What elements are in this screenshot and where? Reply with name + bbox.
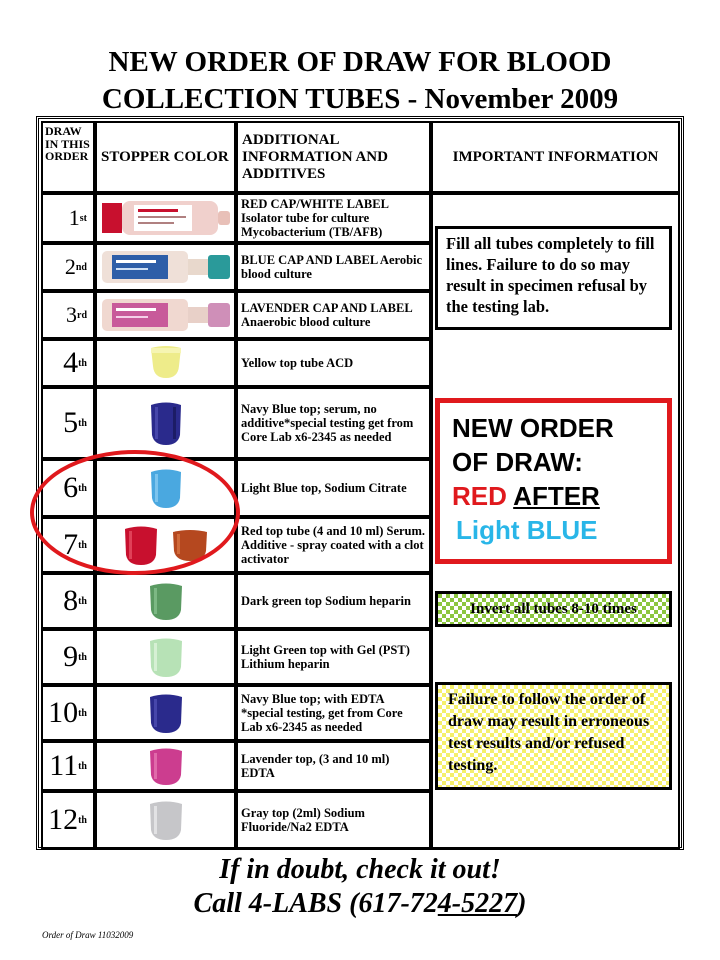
highlight-circle <box>30 450 240 575</box>
light-green-cap-icon <box>146 635 186 679</box>
footer-close-paren: ) <box>517 888 527 919</box>
row-4-number: 4 th <box>41 339 95 387</box>
row-12-info: Gray top (2ml) Sodium Fluoride/Na2 EDTA <box>236 791 431 849</box>
isolator-tube-icon <box>100 197 232 239</box>
row-7-number: 7 th <box>41 517 95 573</box>
document-id: Order of Draw 11032009 <box>42 930 134 940</box>
row-10-number: 10 th <box>41 685 95 741</box>
row-1-number: 1 st <box>41 193 95 243</box>
row-4-info: Yellow top tube ACD <box>236 339 431 387</box>
title-line-1: NEW ORDER OF DRAW FOR BLOOD <box>108 46 612 78</box>
row-2-number: 2 nd <box>41 243 95 291</box>
after-word: AFTER <box>513 481 600 511</box>
gray-cap-icon <box>146 798 186 842</box>
row-5-number: 5 th <box>41 387 95 459</box>
footer-phone-underlined: 4-5227 <box>437 888 518 919</box>
row-6-info: Light Blue top, Sodium Citrate <box>236 459 431 517</box>
navy-blue-edta-cap-icon <box>146 691 186 735</box>
row-8-info: Dark green top Sodium heparin <box>236 573 431 629</box>
row-11-stopper <box>95 741 236 791</box>
row-9-number: 9 th <box>41 629 95 685</box>
row-3-number: 3 rd <box>41 291 95 339</box>
row-11-info: Lavender top, (3 and 10 ml) EDTA <box>236 741 431 791</box>
row-3-stopper <box>95 291 236 339</box>
row-8-stopper <box>95 573 236 629</box>
row-1-info: RED CAP/WHITE LABEL Isolator tube for culture Mycobacterium (TB/AFB) <box>236 193 431 243</box>
row-2-info: BLUE CAP AND LABEL Aerobic blood culture <box>236 243 431 291</box>
row-3-info: LAVENDER CAP AND LABEL Anaerobic blood culture <box>236 291 431 339</box>
row-10-info: Navy Blue top; with EDTA *special testing, get from Core Lab x6-2345 as needed <box>236 685 431 741</box>
row-6-number: 6 th <box>41 459 95 517</box>
lavender-cap-icon <box>146 745 186 787</box>
new-order-line-1: NEW ORDER <box>452 413 614 443</box>
invert-tubes-notice: Invert all tubes 8-10 times <box>435 591 672 627</box>
red-word: RED <box>452 481 507 511</box>
row-5-info: Navy Blue top; serum, no additive*special testing get from Core Lab x6-2345 as needed <box>236 387 431 459</box>
new-order-notice <box>435 398 672 564</box>
row-4-stopper <box>95 339 236 387</box>
yellow-cap-icon <box>146 344 186 382</box>
row-1-stopper <box>95 193 236 243</box>
footer-call-text: Call 4-LABS (617-72 <box>193 888 438 919</box>
footer-line-1: If in doubt, check it out! <box>219 854 501 885</box>
row-11-number: 11 th <box>41 741 95 791</box>
navy-blue-cap-icon <box>146 399 186 447</box>
row-12-stopper <box>95 791 236 849</box>
row-8-number: 8 th <box>41 573 95 629</box>
row-9-stopper <box>95 629 236 685</box>
row-10-stopper <box>95 685 236 741</box>
row-2-stopper <box>95 243 236 291</box>
row-7-info: Red top tube (4 and 10 ml) Serum. Additive - spray coated with a clot activator <box>236 517 431 573</box>
header-additional-info: ADDITIONAL INFORMATION AND ADDITIVES <box>236 121 431 193</box>
row-5-stopper <box>95 387 236 459</box>
header-important-info: IMPORTANT INFORMATION <box>431 121 680 193</box>
fill-tubes-notice: Fill all tubes completely to fill lines. Failure to do so may result in specimen refusal by the testing lab. <box>435 226 672 330</box>
footer-line-2 <box>0 888 720 920</box>
title-line-2: COLLECTION TUBES - November 2009 <box>101 83 619 115</box>
row-9-info: Light Green top with Gel (PST) Lithium heparin <box>236 629 431 685</box>
light-blue-word: Light BLUE <box>456 515 598 545</box>
failure-notice: Failure to follow the order of draw may result in erroneous test results and/or refused testing. <box>435 682 672 790</box>
row-12-number: 12 th <box>41 791 95 849</box>
dark-green-cap-icon <box>146 580 186 622</box>
aerobic-culture-bottle-icon <box>100 247 232 287</box>
header-stopper-color: STOPPER COLOR <box>95 121 236 193</box>
header-draw-order: DRAW IN THIS ORDER <box>41 121 95 193</box>
anaerobic-culture-bottle-icon <box>100 295 232 335</box>
new-order-line-2: OF DRAW: <box>452 447 583 477</box>
page-title <box>0 44 720 118</box>
